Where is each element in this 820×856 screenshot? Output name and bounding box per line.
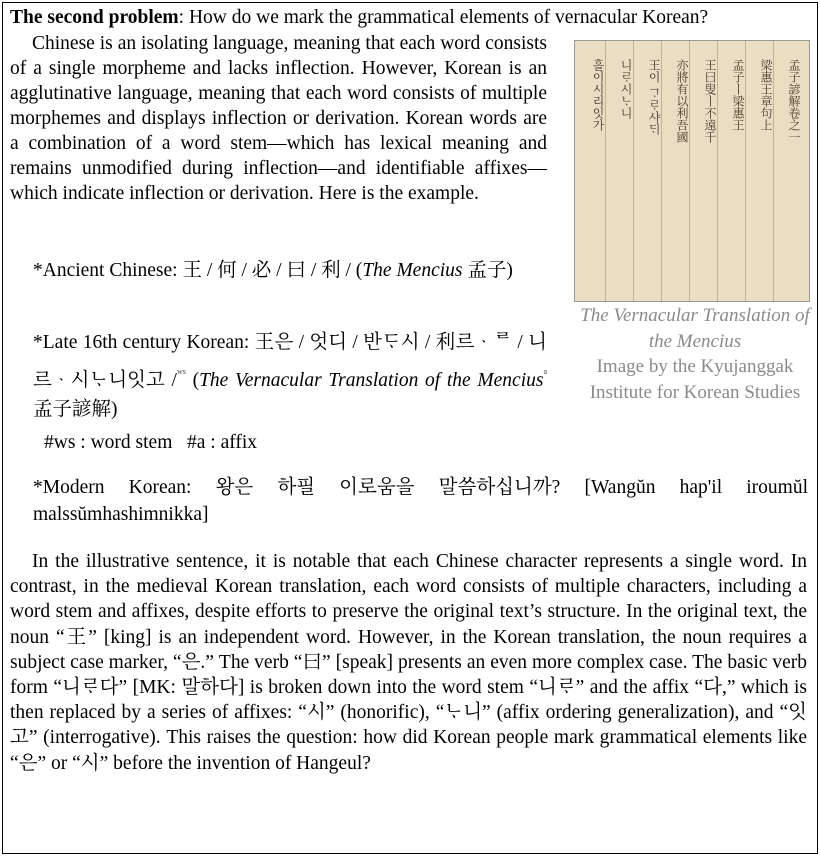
example-ancient-chinese: *Ancient Chinese: 王 / 何 / 必 / 曰 / 利 / (The Mencius 孟子) <box>33 260 513 281</box>
column-rule <box>605 41 606 301</box>
column-rule <box>633 41 634 301</box>
column-rule <box>773 41 774 301</box>
caption-credit: Image by the Kyujanggak Institute for Korean Studies <box>589 356 801 403</box>
example-modern-korean: *Modern Korean: 왕은 하필 이로움을 말씀하십니까? [Wangŭn hap'il iroumŭl malssŭmhashimnikka] <box>33 477 808 525</box>
manuscript-column: 亦將有以利吾國 <box>675 59 689 143</box>
figure-caption <box>574 303 816 405</box>
section-heading <box>10 5 810 30</box>
intro-paragraph: Chinese is an isolating language, meaning that each word consists of a single morpheme and lacks inflection. However, Korean is an agglutinative language, meaning that each word consists of multiple morphemes and displays inflection or derivation. Korean words are a combination of a word stem—which has lexical meaning and remains unmodified during inflection—and identifiable affixes—which indicate inflection or derivation. Here is the example. <box>10 33 547 204</box>
manuscript-column: 흘이시리잇가 <box>591 59 605 131</box>
manuscript-column: 王曰叟ㅣ不遠千 <box>703 59 717 143</box>
column-rule <box>689 41 690 301</box>
manuscript-column: 王이 ᄀᆞᄅᆞ샤ᄃᆡ <box>647 59 661 135</box>
analysis-paragraph: In the illustrative sentence, it is notable that each Chinese character represents a single word. In contrast, in the medieval Korean translation, each word consists of multiple characters, including a word stem and affixes, despite efforts to preserve the original text’s structure. In the original text, the noun “王” [king] is an independent word. However, in the Korean translation, the noun requires a subject case marker, “은.” The verb “曰” [speak] presents an even more complex case. The basic verb form “니ᄅᆞ다” [MK: 말하다] is broken down into the word stem “니ᄅᆞ” and the affix “다,” which is then replaced by a series of affixes: “시” (honorific), “ᄂᆞ니” (affix ordering generalization), and “잇고” (interrogative). This raises the question: how did Korean people mark grammatical elements like “은” or “시” before the invention of Hangeul? <box>10 551 807 774</box>
column-rule <box>717 41 718 301</box>
column-rule <box>745 41 746 301</box>
heading-question: : How do we mark the grammatical elements of vernacular Korean? <box>178 7 709 28</box>
manuscript-image <box>574 40 810 302</box>
example-late-16th-korean: *Late 16th century Korean: 王은 / 엇디 / 반ᄃᆞ시 / 利르ᆞᄅ / 니르ᆞ시ᄂᆞ니잇고 /$^{ws}$ (The Vernacular Translation of the Mencius$^a$ 孟子諺解) <box>33 332 548 420</box>
manuscript-column: 孟子ㅣ梁惠王 <box>731 59 745 131</box>
caption-title: The Vernacular Translation of the Mencius <box>580 305 810 352</box>
heading-label: The second problem <box>10 7 179 28</box>
manuscript-column: 梁惠王章句上 <box>759 59 773 131</box>
manuscript-column: 孟子諺解卷之一 <box>787 59 801 143</box>
ws-marker: ws <box>176 367 186 376</box>
a-marker: a <box>543 367 548 376</box>
column-rule <box>661 41 662 301</box>
manuscript-column: 니ᄅᆞ시ᄂᆞ니 <box>619 59 633 119</box>
abbreviation-legend: #ws : word stem #a : affix <box>44 432 258 453</box>
